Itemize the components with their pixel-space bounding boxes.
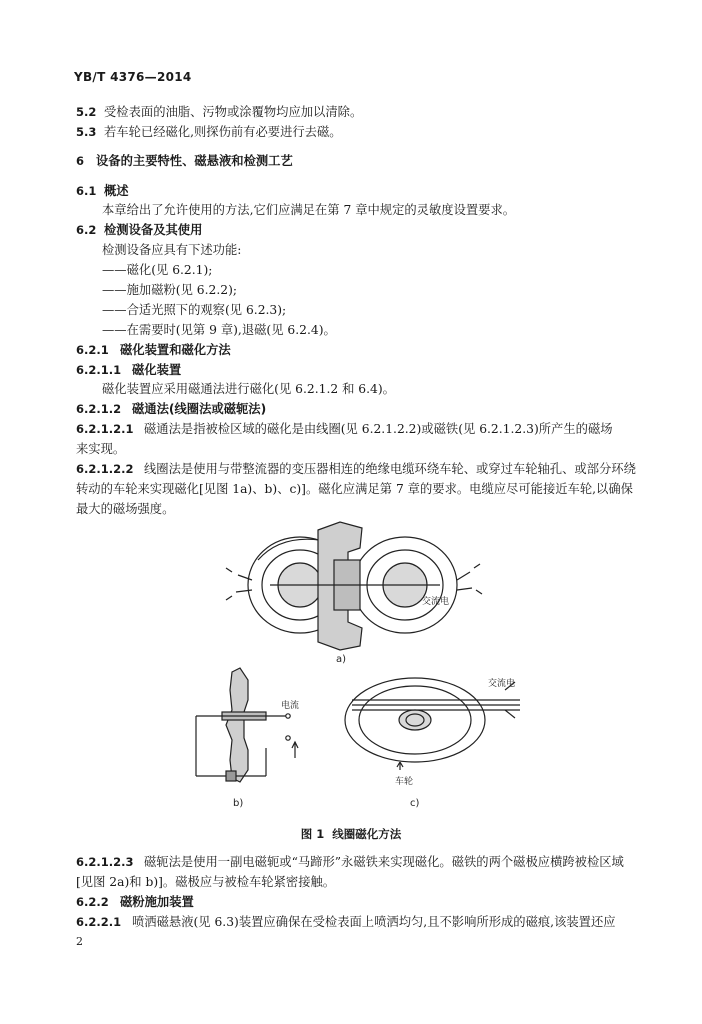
figure-1c-subcaption: c) [410,798,420,809]
figure-caption: 图 1 线圈磁化方法 [300,827,402,841]
heading-6-2-2: 6.2.2 磁粉施加装置 [76,895,194,909]
para-continuation: 来实现。 [76,442,126,456]
figure-1a-subcaption: a) [336,654,347,665]
para-6-2-1-1: 磁化装置应采用磁通法进行磁化(见 6.2.1.2 和 6.4)。 [102,382,395,396]
list-item: ——磁化(见 6.2.1); [102,263,213,277]
heading-6-2: 6.2 检测设备及其使用 [76,223,203,237]
figure-1a-coil-diagram [226,522,482,650]
list-item: ——施加磁粉(见 6.2.2); [102,283,238,297]
list-item: ——合适光照下的观察(见 6.2.3); [102,303,287,317]
figure-1b-axle-bore-diagram [196,668,298,782]
list-item: ——在需要时(见第 9 章),退磁(见 6.2.4)。 [102,323,336,337]
standard-code: YB/T 4376—2014 [74,70,192,84]
clause-5-3: 5.3 若车轮已经磁化,则探伤前有必要进行去磁。 [76,125,342,139]
figure-1c-rotating-wheel-diagram [345,678,520,770]
para-6-2-2-1: 6.2.2.1 喷洒磁悬液(见 6.3)装置应确保在受检表面上喷洒均匀,且不影响所形成的磁痕,该装置还应 [76,915,616,929]
figure-1b-subcaption: b) [233,798,244,809]
section-6-heading: 6 设备的主要特性、磁悬液和检测工艺 [76,154,293,168]
para-6-2-1-2-3: 6.2.1.2.3 磁轭法是使用一副电磁轭或“马蹄形”永磁铁来实现磁化。磁铁的两个磁极应横跨被检区域 [76,855,624,869]
heading-6-2-1-2: 6.2.1.2 磁通法(线圈法或磁轭法) [76,402,267,416]
page-number: 2 [76,935,83,948]
heading-6-2-1: 6.2.1 磁化装置和磁化方法 [76,343,231,357]
para-6-2-1-2-2: 6.2.1.2.2 线圈法是使用与带整流器的变压器相连的绝缘电缆环绕车轮、或穿过车轮轴孔、或部分环绕 [76,462,636,476]
para-continuation: 转动的车轮来实现磁化[见图 1a)、b)、c)]。磁化应满足第 7 章的要求。电缆应尽可能接近车轮,以确保 [76,482,633,496]
heading-6-2-1-1: 6.2.1.1 磁化装置 [76,363,182,377]
para-continuation: 最大的磁场强度。 [76,502,175,516]
clause-5-2: 5.2 受检表面的油脂、污物或涂覆物均应加以清除。 [76,105,363,119]
figure-1a-current-label: 交流电 [422,597,450,607]
para-6-2-1-2-1: 6.2.1.2.1 磁通法是指被检区域的磁化是由线圈(见 6.2.1.2.2)或磁铁(见 6.2.1.2.3)所产生的磁场 [76,422,613,436]
figure-1c-wheel-label: 车轮 [395,777,414,787]
para-continuation: [见图 2a)和 b)]。磁极应与被检车轮紧密接触。 [76,875,336,889]
para-6-2: 检测设备应具有下述功能: [102,243,242,257]
figure-1c-current-label: 交流电 [488,679,516,689]
para-6-1: 本章给出了允许使用的方法,它们应满足在第 7 章中规定的灵敏度设置要求。 [102,203,516,217]
figure-1b-current-label: 电流 [281,701,300,711]
heading-6-1: 6.1 概述 [76,184,129,198]
